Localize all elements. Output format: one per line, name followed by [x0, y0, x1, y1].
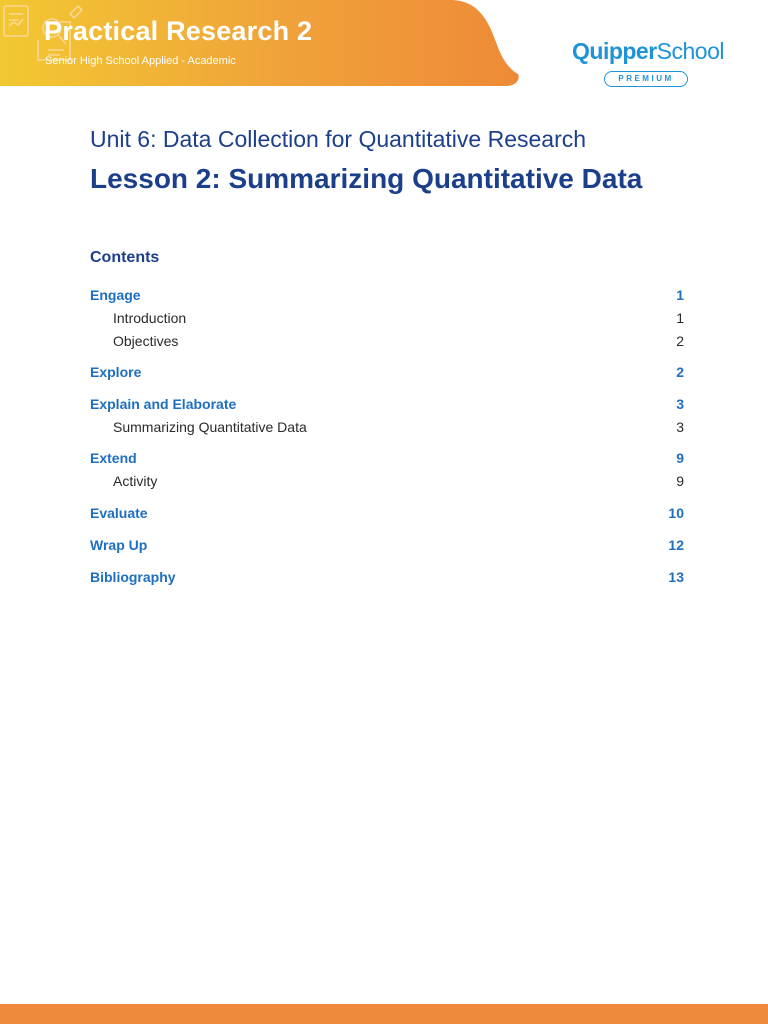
- toc-subitem-activity[interactable]: [90, 473, 684, 493]
- toc-item-page: 3: [676, 396, 684, 412]
- toc-item-label: Introduction: [113, 310, 187, 326]
- toc-item-explain-and-elaborate[interactable]: [90, 396, 684, 416]
- logo-quipper-text: Quipper: [572, 38, 657, 64]
- toc-item-page: 10: [668, 505, 684, 521]
- toc-item-page: 2: [676, 364, 684, 380]
- toc-item-page: 12: [668, 537, 684, 553]
- toc-item-label: Activity: [113, 473, 158, 489]
- toc-subitem-introduction[interactable]: [90, 310, 684, 330]
- toc-item-page: 3: [676, 419, 684, 435]
- toc-item-engage[interactable]: [90, 287, 684, 307]
- toc-item-wrap-up[interactable]: [90, 537, 684, 557]
- logo-school-text: School: [656, 38, 724, 64]
- toc-item-page: 1: [676, 287, 684, 303]
- toc-item-page: 9: [676, 473, 684, 489]
- toc-subitem-summarizing-quantitative-data[interactable]: [90, 419, 684, 439]
- toc-item-label: Extend: [90, 450, 137, 466]
- lesson-title: Lesson 2: Summarizing Quantitative Data: [90, 163, 643, 194]
- footer-bar: [0, 1004, 768, 1024]
- toc-item-page: 1: [676, 310, 684, 326]
- toc-item-bibliography[interactable]: [90, 569, 684, 589]
- toc-item-label: Evaluate: [90, 505, 148, 521]
- toc-item-page: 9: [676, 450, 684, 466]
- course-banner: [0, 0, 520, 86]
- toc-item-label: Engage: [90, 287, 141, 303]
- toc-item-label: Explain and Elaborate: [90, 396, 237, 412]
- toc-subitem-objectives[interactable]: [90, 333, 684, 353]
- contents-heading: Contents: [90, 249, 160, 266]
- toc-item-label: Objectives: [113, 333, 179, 349]
- quipper-school-logo: [572, 38, 724, 65]
- toc-item-page: 2: [676, 333, 684, 349]
- toc-item-label: Summarizing Quantitative Data: [113, 419, 307, 435]
- unit-title: Unit 6: Data Collection for Quantitative Research: [90, 126, 587, 152]
- toc-item-page: 13: [668, 569, 684, 585]
- toc-item-label: Bibliography: [90, 569, 176, 585]
- course-title: Practical Research 2: [44, 16, 313, 46]
- toc-item-label: Explore: [90, 364, 142, 380]
- toc-item-explore[interactable]: [90, 364, 684, 384]
- premium-badge: PREMIUM: [604, 71, 688, 87]
- course-subtitle: Senior High School Applied - Academic: [45, 55, 236, 67]
- toc-item-evaluate[interactable]: [90, 505, 684, 525]
- toc-item-label: Wrap Up: [90, 537, 148, 553]
- toc-item-extend[interactable]: [90, 450, 684, 470]
